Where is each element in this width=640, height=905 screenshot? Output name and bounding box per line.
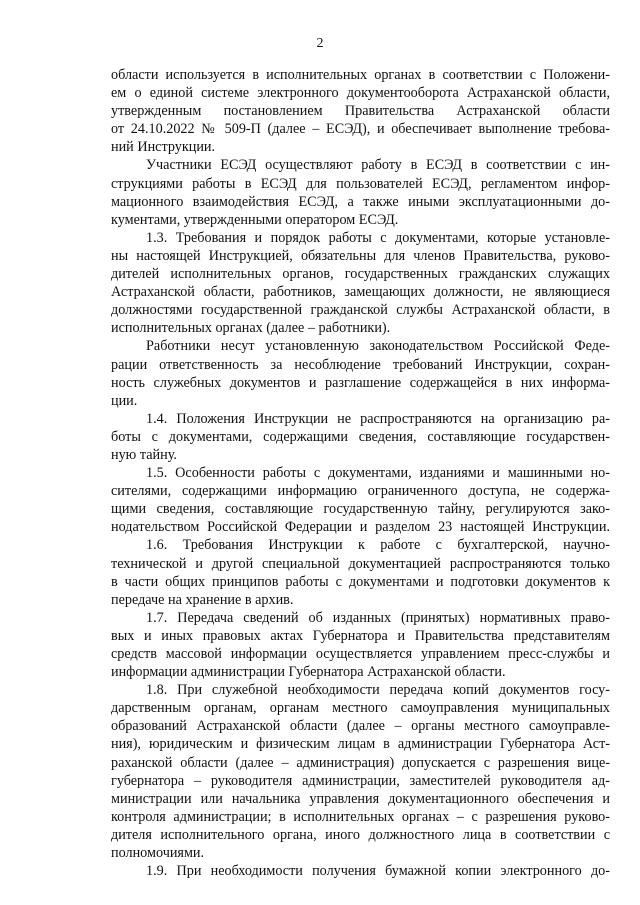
text-line: должностями государственной гражданской службы Астраханской области, в xyxy=(111,302,610,319)
text-line: ную тайну. xyxy=(111,446,177,463)
text-line: вых и иных правовых актах Губернатора и Правительства представителям xyxy=(111,627,610,644)
text-line: утвержденным постановлением Правительства Астраханской области xyxy=(111,103,610,120)
body-text xyxy=(111,66,610,880)
text-line: передаче на хранение в архив. xyxy=(111,591,294,608)
text-line: в части общих принципов работы с документами и подготовки документов к xyxy=(111,573,610,590)
paragraph-first-line: 1.7. Передача сведений об изданных (принятых) нормативных право- xyxy=(146,609,610,626)
paragraph-first-line: 1.8. При служебной необходимости передача копий документов госу- xyxy=(146,682,610,699)
paragraph-first-line: 1.3. Требования и порядок работы с документами, которые установле- xyxy=(146,229,610,246)
text-line: технической и другой специальной документацией распространяются только xyxy=(111,555,610,572)
text-line: образований Астраханской области (далее – органы местного самоуправле- xyxy=(111,718,610,735)
text-line: раханской области (далее – администрация) допускается с разрешения вице- xyxy=(111,754,610,771)
text-line: кументами, утвержденными оператором ЕСЭД. xyxy=(111,211,399,228)
text-line: области используется в исполнительных органах в соответствии с Положени- xyxy=(111,67,610,83)
text-line: рации ответственность за несоблюдение требований Инструкции, сохран- xyxy=(111,356,610,373)
text-line: информации администрации Губернатора Астраханской области. xyxy=(111,664,506,681)
text-line: от 24.10.2022 № 509-П (далее – ЕСЭД), и обеспечивает выполнение требова- xyxy=(111,121,610,138)
text-line: мационного взаимодействия ЕСЭД, а также иными эксплуатационными до- xyxy=(111,193,610,210)
text-line: дителей исполнительных органов, государственных гражданских служащих xyxy=(111,266,610,283)
text-line: струкциями работы в ЕСЭД для пользователей ЕСЭД, регламентом инфор- xyxy=(111,175,610,192)
paragraph-first-line: 1.9. При необходимости получения бумажной копии электронного до- xyxy=(146,863,610,880)
text-line: ны настоящей Инструкцией, обязательны для членов Правительства, руково- xyxy=(111,247,610,264)
text-line: нодательством Российской Федерации и разделом 23 настоящей Инструкции. xyxy=(111,519,610,536)
text-line: боты с документами, содержащими сведения, составляющие государствен- xyxy=(111,428,610,445)
text-line: ции. xyxy=(111,392,138,409)
paragraph-first-line: Работники несут установленную законодательством Российской Феде- xyxy=(146,338,610,355)
text-line: щими сведения, составляющие государственную тайну, регулируются зако- xyxy=(111,501,610,518)
text-line: ем о единой системе электронного документооборота Астраханской области, xyxy=(111,85,610,102)
text-line: дителя исполнительного органа, иного должностного лица в соответствии с xyxy=(111,826,610,843)
page-number: 2 xyxy=(316,36,324,51)
text-line: ность служебных документов и разглашение содержащейся в них информа- xyxy=(111,374,610,391)
paragraph-first-line: 1.6. Требования Инструкции к работе с бухгалтерской, научно- xyxy=(146,537,610,554)
text-line: министрации или начальника управления документационного обеспечения и xyxy=(111,790,610,807)
paragraph-first-line: 1.4. Положения Инструкции не распространяются на организацию ра- xyxy=(146,410,610,427)
text-line: дарственным органам, органам местного самоуправления муниципальных xyxy=(111,700,610,717)
text-line: ний Инструкции. xyxy=(111,139,216,156)
text-line: сителями, содержащими информацию ограниченного доступа, не содержа- xyxy=(111,483,610,500)
text-line: контроля администрации; в исполнительных органах – с разрешения руково- xyxy=(111,808,610,825)
text-line: средств массовой информации осуществляется управлением пресс-службы и xyxy=(111,646,610,662)
paragraph-first-line: Участники ЕСЭД осуществляют работу в ЕСЭД в соответствии с ин- xyxy=(146,157,610,174)
text-line: исполнительных органах (далее – работники). xyxy=(111,320,391,337)
text-line: губернатора – руководителя администрации, заместителей руководителя ад- xyxy=(111,772,610,789)
text-line: полномочиями. xyxy=(111,845,205,862)
paragraph-first-line: 1.5. Особенности работы с документами, изданиями и машинными но- xyxy=(146,465,610,482)
text-line: ния), юридическим и физическим лицам в администрации Губернатора Аст- xyxy=(111,736,610,753)
text-line: Астраханской области, работников, замещающих должности, не являющиеся xyxy=(111,284,610,301)
